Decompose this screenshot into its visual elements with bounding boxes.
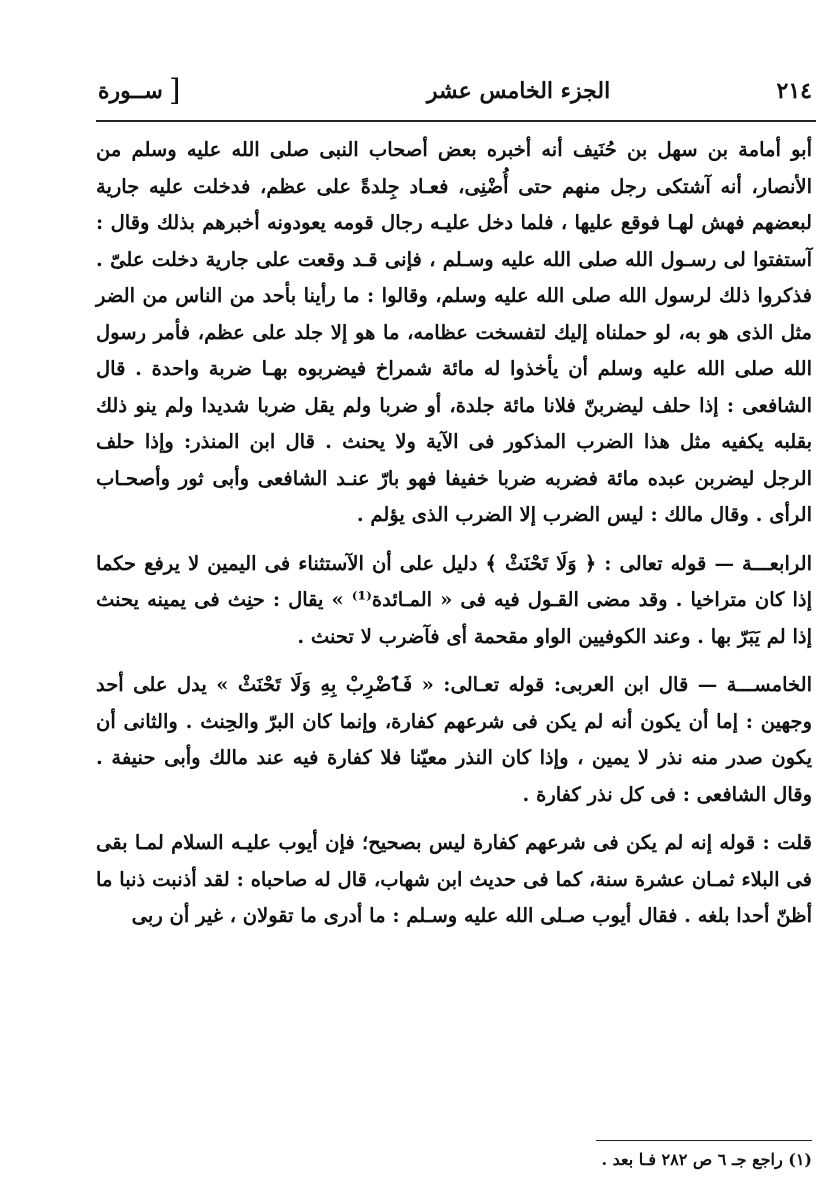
page-number: ٢١٤ xyxy=(776,78,812,104)
paragraph-fourth: الرابعـــة — قوله تعالى : ﴿ وَلَا تَحْنَثْ ﴾ دليل على أن الآستثناء فى اليمين لا يرفع حكما إذا كان متراخيا . وقد مضى القـول فيه فى « المـائدة⁽¹⁾ » يقال : حنِث فى يمينه يحنث إذا لم يَبَرّ بها . وعند الكوفيين الواو مقحمة أى فآضرب لا تحنث . xyxy=(96,551,812,648)
surah-label: ســورة xyxy=(98,78,163,104)
footnote: (١) راجع جـ ٦ ص ٢٨٢ فـا بعد . xyxy=(601,1150,812,1169)
surah-label-group xyxy=(98,73,181,108)
header-rule xyxy=(96,120,816,122)
page-header xyxy=(98,70,812,112)
header-bracket: [ xyxy=(168,73,181,108)
paragraph-hadith: أبو أمامة بن سهل بن حُنَيف أنه أخبره بعض أصحاب النبى صلى الله عليه وسلم من الأنصار، أنه آشتكى رجل منهم حتى أُضْنِى، فعـاد جِلدةً على عظم، فدخلت عليه جارية لبعضهم فهش لهـا فوقع عليها ، فلما دخل عليـه رجال قومه يعودونه أخبرهم بذلك وقال : آستفتوا لى رسـول الله صلى الله عليه وسـلم ، فإنى قـد وقعت على جارية دخلت علىّ . فذكروا ذلك لرسول الله صلى الله عليه وسلم، وقالوا : ما رأينا بأحد من الناس من الضر مثل الذى هو به، لو حملناه إليك لتفسخت عظامه، ما هو إلا جلد على عظم، فأمر رسول الله صلى الله عليه وسلم أن يأخذوا له مائة شمراخ فيضربوه بهـا ضربة واحدة . قال الشافعى : إذا حلف ليضربنّ فلانا مائة جلدة، أو ضربا ولم يقل ضربا شديدا ولم ينو ذلك بقلبه يكفيه مثل هذا الضرب المذكور فى الآية ولا يحنث . قال ابن المنذر: وإذا حلف الرجل ليضربن عبده مائة فضربه ضربا خفيفا فهو بارّ عنـد الشافعى وأبى ثور وأصحـاب الرأى . وقال مالك : ليس الضرب إلا الضرب الذى يؤلم . xyxy=(96,138,812,526)
main-text xyxy=(96,132,812,935)
paragraph-comment: قلت : قوله إنه لم يكن فى شرعهم كفارة ليس بصحيح؛ فإن أيوب عليـه السلام لمـا بقى فى البلاء ثمـان عشرة سنة، كما فى حديث ابن شهاب، قال له صاحباه : لقد أذنبت ذنبا ما أظنّ أحدا بلغه . فقال أيوب صـلى الله عليه وسـلم : ما أدرى ما تقولان ، غير أن ربى xyxy=(96,831,812,927)
footnote-rule xyxy=(596,1140,812,1141)
volume-title: الجزء الخامس عشر xyxy=(426,78,611,104)
paragraph-fifth: الخامســـة — قال ابن العربى: قوله تعـالى: « فَٱضْرِبْ بِهِ وَلَا تَحْنَثْ » يدل على أحد وجهين : إما أن يكون أنه لم يكن فى شرعهم كفارة، وإنما كان البرّ والحِنث . والثانى أن يكون صدر منه نذر لا يمين ، وإذا كان النذر معيّنا فلا كفارة فيه عند مالك وأبى حنيفة . وقال الشافعى : فى كل نذر كفارة . xyxy=(96,673,812,806)
